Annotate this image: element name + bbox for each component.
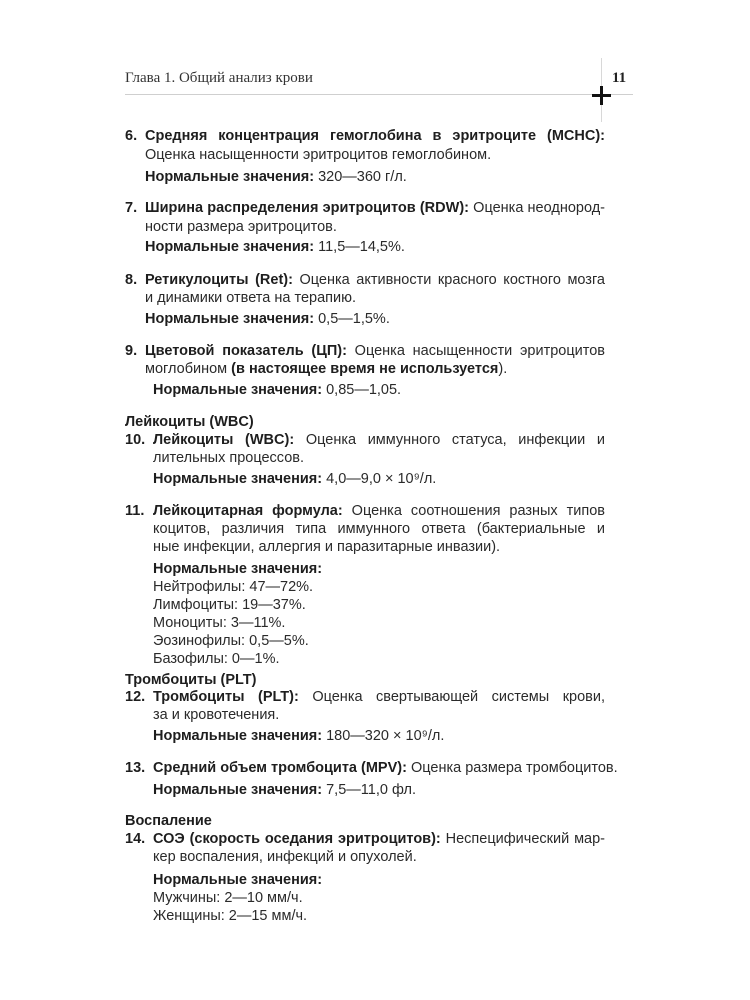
- value-line: Женщины: 2—15 мм/ч.: [153, 908, 308, 924]
- normal-values-label: Нормальные значения:: [153, 872, 323, 888]
- item-description: Ретикулоциты (Ret): Оценка активности красного костного мозга: [145, 272, 605, 288]
- item-number: 8.: [125, 272, 138, 288]
- item-description: Лейкоцитарная формула: Оценка соотношения разных типов: [153, 503, 605, 519]
- value-line: Базофилы: 0—1%.: [153, 651, 280, 667]
- crosshair-icon: [592, 86, 611, 105]
- normal-values: Нормальные значения: 180—320 × 10⁹/л.: [153, 728, 445, 744]
- value-line: Эозинофилы: 0,5—5%.: [153, 633, 309, 649]
- normal-values-label: Нормальные значения:: [153, 561, 323, 577]
- item-description: ные инфекции, аллергия и паразитарные инвазии).: [153, 539, 501, 555]
- item-number: 11.: [125, 503, 145, 519]
- section-heading: Воспаление: [125, 813, 212, 829]
- normal-values: Нормальные значения: 11,5—14,5%.: [145, 239, 405, 255]
- item-description: Ширина распределения эритроцитов (RDW): Оценка неоднород-: [145, 200, 605, 216]
- section-heading: Тромбоциты (PLT): [125, 672, 257, 688]
- page-number: 11: [612, 70, 627, 86]
- item-description: Цветовой показатель (ЦП): Оценка насыщенности эритроцитов: [145, 343, 605, 359]
- item-number: 7.: [125, 200, 138, 216]
- item-number: 9.: [125, 343, 138, 359]
- item-description: и динамики ответа на терапию.: [145, 290, 357, 306]
- normal-values: Нормальные значения: 0,85—1,05.: [153, 382, 402, 398]
- item-description: за и кровотечения.: [153, 707, 280, 723]
- item-description: моглобином (в настоящее время не используется).: [145, 361, 508, 377]
- normal-values: Нормальные значения: 0,5—1,5%.: [145, 311, 390, 327]
- item-number: 6.: [125, 128, 138, 144]
- item-description: СОЭ (скорость оседания эритроцитов): Неспецифический мар-: [153, 831, 605, 847]
- item-description: Средний объем тромбоцита (MPV): Оценка размера тромбоцитов.: [153, 760, 618, 776]
- item-description: лительных процессов.: [153, 450, 304, 466]
- item-description: Оценка насыщенности эритроцитов гемоглобином.: [145, 147, 492, 163]
- value-line: Лимфоциты: 19—37%.: [153, 597, 306, 613]
- item-number: 10.: [125, 432, 146, 448]
- item-number: 14.: [125, 831, 146, 847]
- header-divider: [125, 94, 633, 95]
- normal-values: Нормальные значения: 7,5—11,0 фл.: [153, 782, 417, 798]
- section-heading: Лейкоциты (WBC): [125, 414, 254, 430]
- item-description: коцитов, различия типа иммунного ответа (бактериальные и: [153, 521, 605, 537]
- running-header: Глава 1. Общий анализ крови: [125, 70, 313, 86]
- item-description: Лейкоциты (WBC): Оценка иммунного статуса, инфекции и: [153, 432, 605, 448]
- item-description: ности размера эритроцитов.: [145, 219, 337, 235]
- item-number: 13.: [125, 760, 146, 776]
- item-number: 12.: [125, 689, 146, 705]
- value-line: Моноциты: 3—11%.: [153, 615, 286, 631]
- normal-values: Нормальные значения: 4,0—9,0 × 10⁹/л.: [153, 471, 437, 487]
- value-line: Нейтрофилы: 47—72%.: [153, 579, 314, 595]
- item-title: Средняя концентрация гемоглобина в эритроците (MCHC):: [145, 128, 605, 144]
- value-line: Мужчины: 2—10 мм/ч.: [153, 890, 303, 906]
- item-description: Тромбоциты (PLT): Оценка свертывающей системы крови,: [153, 689, 605, 705]
- normal-values: Нормальные значения: 320—360 г/л.: [145, 169, 407, 185]
- item-description: кер воспаления, инфекций и опухолей.: [153, 849, 417, 865]
